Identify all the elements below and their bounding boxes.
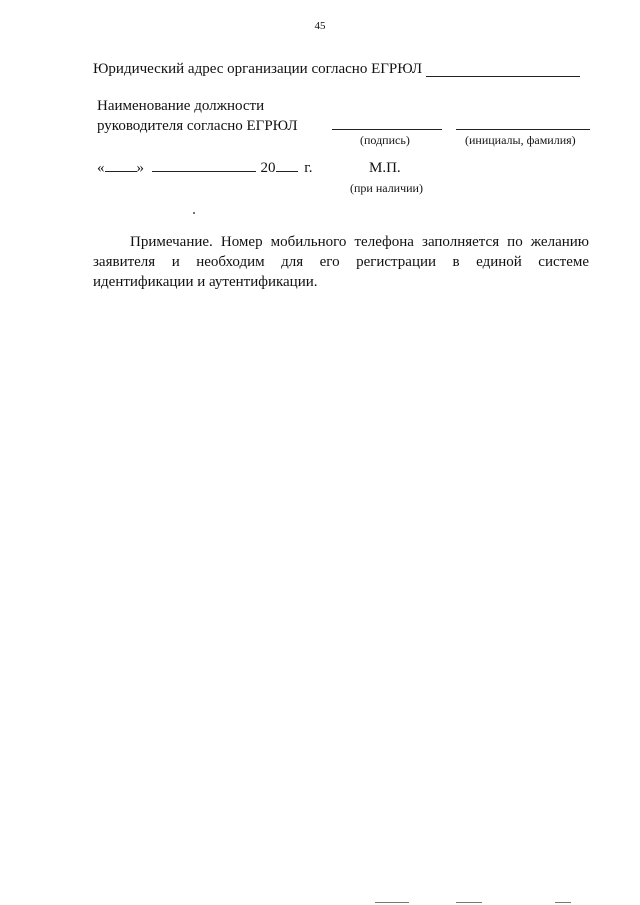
stray-dot	[193, 212, 195, 214]
date-field	[97, 160, 312, 177]
footer-mark-1	[375, 902, 409, 903]
initials-caption: (инициалы, фамилия)	[465, 133, 576, 147]
initials-line	[456, 129, 590, 130]
position-title	[97, 96, 298, 136]
position-title-line2: руководителя согласно ЕГРЮЛ	[97, 118, 298, 134]
legal-address-label: Юридический адрес организации согласно ЕГРЮЛ	[93, 61, 423, 77]
date-open-quote: «	[97, 160, 105, 176]
note-paragraph: Примечание. Номер мобильного телефона заполняется по желанию заявителя и необходим для его регистрации в единой системе идентификации и аутентификации.	[93, 234, 589, 290]
stamp-note: (при наличии)	[350, 181, 423, 195]
year-blank	[276, 171, 298, 172]
signature-line	[332, 129, 442, 130]
position-title-line1: Наименование должности	[97, 98, 265, 114]
date-close-quote: »	[136, 160, 144, 176]
legal-address-line	[426, 76, 580, 77]
page-number: 45	[314, 20, 326, 32]
stamp-label: М.П.	[369, 160, 401, 176]
day-blank	[105, 171, 137, 172]
footer-mark-3	[555, 902, 571, 903]
year-prefix: 20	[260, 160, 276, 176]
month-blank	[152, 171, 256, 172]
footer-mark-2	[456, 902, 482, 903]
year-suffix: г.	[304, 160, 313, 176]
signature-caption: (подпись)	[360, 133, 410, 147]
